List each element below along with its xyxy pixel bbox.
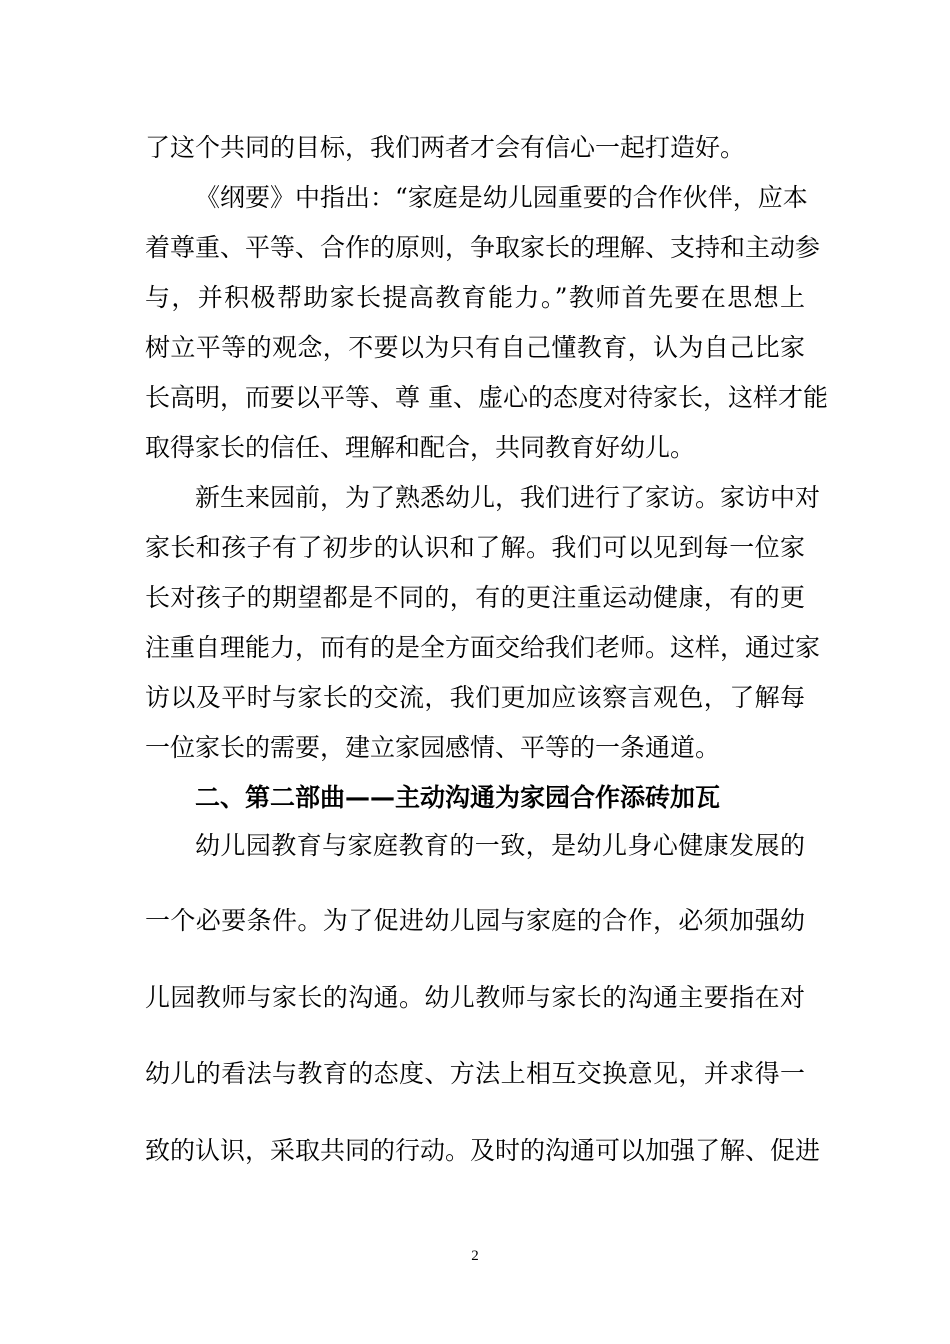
paragraph-3-line-6: 一位家长的需要，建立家园感情、平等的一条通道。 xyxy=(145,733,721,762)
paragraph-4-line-3: 儿园教师与家长的沟通。幼儿教师与家长的沟通主要指在对 xyxy=(145,983,805,1012)
section-heading: 二、第二部曲——主动沟通为家园合作添砖加瓦 xyxy=(195,783,721,812)
paragraph-2-line-1: 《纲要》中指出：“家庭是幼儿园重要的合作伙伴，应本 xyxy=(195,183,808,212)
paragraph-2-line-4: 树立平等的观念，不要以为只有自己懂教育，认为自己比家 xyxy=(145,333,805,362)
paragraph-2-line-3: 与，并积极帮助家长提高教育能力。”教师首先要在思想上 xyxy=(145,283,805,312)
paragraph-3-line-3: 长对孩子的期望都是不同的，有的更注重运动健康，有的更 xyxy=(145,583,805,612)
paragraph-4-line-2: 一个必要条件。为了促进幼儿园与家庭的合作，必须加强幼 xyxy=(145,906,805,935)
paragraph-3-line-2: 家长和孩子有了初步的认识和了解。我们可以见到每一位家 xyxy=(145,533,805,562)
paragraph-2-line-5: 长高明，而要以平等、尊 重、虚心的态度对待家长，这样才能 xyxy=(145,383,828,412)
paragraph-3-line-4: 注重自理能力，而有的是全方面交给我们老师。这样，通过家 xyxy=(145,633,821,662)
paragraph-2-line-2: 着尊重、平等、合作的原则，争取家长的理解、支持和主动参 xyxy=(145,233,821,262)
paragraph-4-line-1: 幼儿园教育与家庭教育的一致，是幼儿身心健康发展的 xyxy=(195,831,805,860)
paragraph-4-line-5: 致的认识，采取共同的行动。及时的沟通可以加强了解、促进 xyxy=(145,1136,821,1165)
page-number: 2 xyxy=(471,1248,479,1264)
paragraph-1-line-1: 了这个共同的目标，我们两者才会有信心一起打造好。 xyxy=(145,133,746,162)
paragraph-4-line-4: 幼儿的看法与教育的态度、方法上相互交换意见，并求得一 xyxy=(145,1059,805,1088)
paragraph-3-line-5: 访以及平时与家长的交流，我们更加应该察言观色，了解每 xyxy=(145,683,805,712)
paragraph-3-line-1: 新生来园前，为了熟悉幼儿，我们进行了家访。家访中对 xyxy=(195,483,821,512)
paragraph-2-line-6: 取得家长的信任、理解和配合，共同教育好幼儿。 xyxy=(145,433,696,462)
